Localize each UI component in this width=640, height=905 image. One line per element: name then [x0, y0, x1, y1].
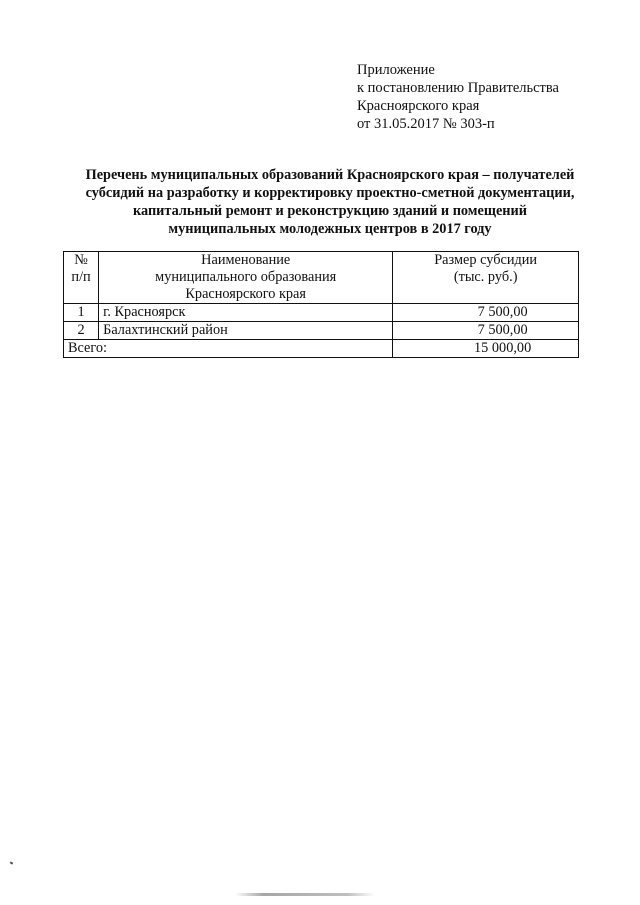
document-title — [60, 166, 600, 238]
header-name-cell — [99, 252, 393, 304]
header-num-label: п/п — [71, 269, 91, 285]
header-name-line: муниципального образования — [155, 269, 337, 285]
title-line: капитальный ремонт и реконструкцию зданий и помещений — [132, 203, 528, 219]
row-name: Балахтинский район — [99, 322, 393, 340]
total-label: Всего: — [64, 340, 393, 358]
header-num-cell — [64, 252, 99, 304]
row-sum: 7 500,00 — [477, 322, 528, 338]
scan-artifact — [235, 893, 375, 896]
appendix-line: к постановлению Правительства — [357, 80, 559, 96]
header-num-symbol: № — [74, 252, 88, 268]
row-sum-cell — [393, 304, 579, 322]
table-total-row — [64, 340, 579, 358]
total-sum-cell — [393, 340, 579, 358]
table-header-row — [64, 252, 579, 304]
title-line: муниципальных молодежных центров в 2017 году — [168, 221, 492, 237]
header-sum-line: Размер субсидии — [434, 252, 538, 268]
subsidy-table — [63, 251, 579, 358]
appendix-line: Приложение — [357, 62, 435, 78]
row-num: 1 — [64, 304, 99, 322]
row-num: 2 — [64, 322, 99, 340]
header-sum-line: (тыс. руб.) — [453, 269, 518, 285]
appendix-line: Красноярского края — [357, 98, 480, 114]
header-name-line: Красноярского края — [185, 286, 306, 302]
title-line: Перечень муниципальных образований Красноярского края – получателей — [85, 167, 575, 183]
table-row — [64, 304, 579, 322]
row-name: г. Красноярск — [99, 304, 393, 322]
header-sum-cell — [393, 252, 579, 304]
appendix-date-line: от 31.05.2017 № 303-п — [357, 116, 495, 132]
scan-artifact — [10, 861, 14, 864]
row-sum: 7 500,00 — [477, 304, 528, 320]
total-sum: 15 000,00 — [474, 340, 532, 356]
header-name-line: Наименование — [201, 252, 291, 268]
table-row — [64, 322, 579, 340]
appendix-block — [357, 61, 617, 133]
row-sum-cell — [393, 322, 579, 340]
title-line: субсидий на разработку и корректировку проектно-сметной документации, — [85, 185, 575, 201]
